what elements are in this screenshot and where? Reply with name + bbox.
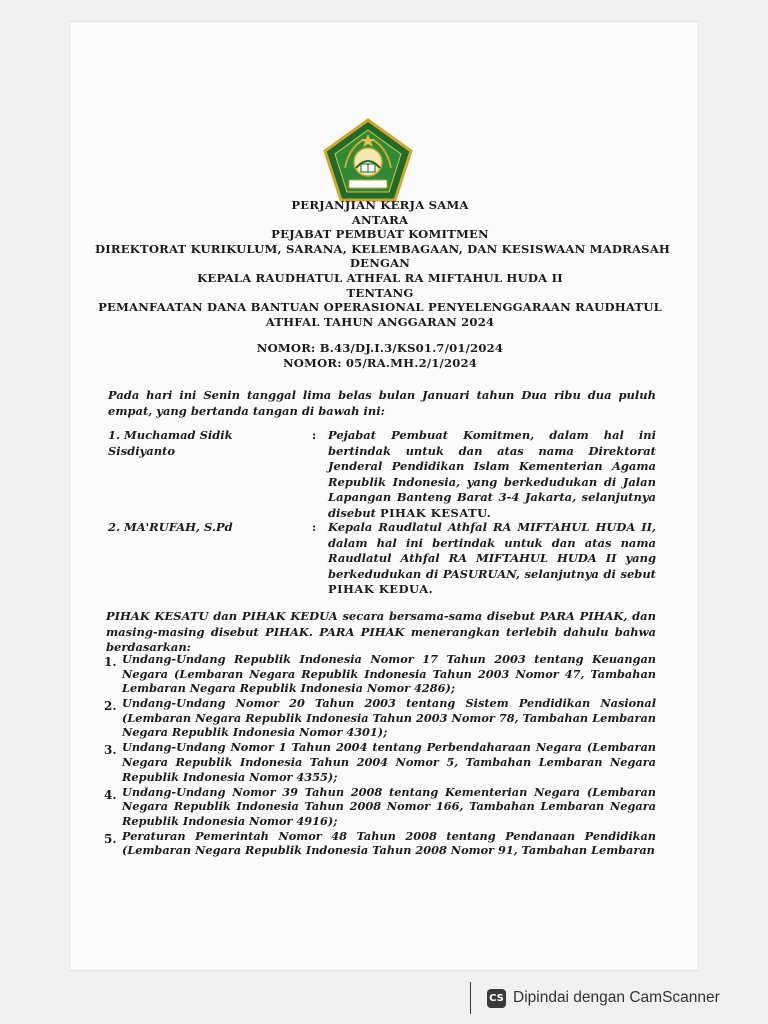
party-description-text: Pejabat Pembuat Komitmen, dalam hal ini bertindak untuk dan atas nama Direktorat Jenderal Pendidikan Islam Kementerian Agama Republik Indonesia, yang berkedudukan di Jalan Lapangan Banteng Barat 3-4 Jakarta, selanjutnya disebut: [328, 428, 656, 520]
title-line: DIREKTORAT KURIKULUM, SARANA, KELEMBAGAAN, DAN KESISWAAN MADRASAH: [95, 241, 671, 256]
list-text: Undang-Undang Nomor 20 Tahun 2003 tentang Sistem Pendidikan Nasional (Lembaran Negara Republik Indonesia Tahun 2003 Nomor 78, Tambahan Lembaran Negara Republik Indonesia Nomor 4301);: [122, 696, 656, 740]
list-number: 2.: [104, 699, 117, 714]
party-description: [328, 520, 656, 598]
party-name: 1. Muchamad Sidik Sisdiyanto: [108, 428, 233, 458]
list-number: 3.: [104, 743, 117, 758]
title-line: PEJABAT PEMBUAT KOMITMEN: [271, 227, 489, 242]
title-line: DENGAN: [349, 256, 411, 271]
document-title-block: [95, 198, 671, 371]
title-line: TENTANG: [346, 285, 414, 300]
ministry-emblem-icon: [323, 118, 413, 202]
party-description-text: Kepala Raudlatul Athfal RA MIFTAHUL HUDA II, dalam hal ini bertindak untuk dan atas nama Raudlatul Athfal RA MIFTAHUL HUDA II yang berkedudukan di PASURUAN, selanjutnya di sebut: [328, 520, 656, 581]
title-line: ATHFAL TAHUN ANGGARAN 2024: [265, 314, 495, 329]
title-line: PERJANJIAN KERJA SAMA: [291, 198, 469, 212]
party-role: PIHAK KEDUA.: [328, 582, 434, 596]
camscanner-label: Dipindai dengan CamScanner: [513, 989, 720, 1006]
title-line: ANTARA: [351, 212, 409, 227]
party-second: [108, 520, 656, 620]
list-text: Undang-Undang Nomor 1 Tahun 2004 tentang Perbendaharaan Negara (Lembaran Negara Republik Indonesia Tahun 2004 Nomor 5, Tambahan Lembaran Negara Republik Indonesia Nomor 4355);: [122, 740, 656, 784]
title-line: PEMANFAATAN DANA BANTUAN OPERASIONAL PENYELENGGARAAN RAUDHATUL: [98, 300, 662, 315]
list-number: 1.: [104, 655, 117, 669]
document-number-2: NOMOR: 05/RA.MH.2/1/2024: [282, 355, 478, 370]
list-text: Peraturan Pemerintah Nomor 48 Tahun 2008 tentang Pendanaan Pendidikan (Lembaran Negara Republik Indonesia Tahun 2008 Nomor 91, Tambahan Lembaran: [122, 828, 656, 858]
list-number: 5.: [104, 831, 117, 846]
party-description: [328, 428, 656, 521]
party-colon: :: [312, 520, 317, 534]
list-item: [104, 696, 656, 740]
list-number: 4.: [104, 787, 117, 802]
title-line: KEPALA RAUDHATUL ATHFAL RA MIFTAHUL HUDA II: [197, 270, 563, 285]
party-name: 2. MA'RUFAH, S.Pd: [108, 520, 233, 534]
list-item: [104, 652, 656, 696]
camscanner-logo-icon: CS: [487, 989, 506, 1008]
list-text: Undang-Undang Nomor 39 Tahun 2008 tentang Kementerian Negara (Lembaran Negara Republik Indonesia Tahun 2008 Nomor 166, Tambahan Lembaran Negara Republik Indonesia Nomor 4916);: [122, 784, 656, 828]
party-role: PIHAK KESATU.: [379, 505, 492, 520]
document-number-1: NOMOR: B.43/DJ.I.3/KS01.7/01/2024: [256, 341, 504, 356]
list-text: Undang-Undang Republik Indonesia Nomor 17 Tahun 2003 tentang Keuangan Negara (Lembaran Negara Republik Indonesia Tahun 2003 Nomor 47, Tambahan Lembaran Negara Republik Indonesia Nomor 4286);: [122, 652, 656, 696]
party-colon: :: [312, 428, 317, 442]
camscanner-watermark: [470, 982, 720, 1014]
list-item: [104, 829, 656, 858]
legal-basis-list: [104, 652, 656, 858]
party-first: [108, 428, 656, 528]
opening-paragraph: Pada hari ini Senin tanggal lima belas bulan Januari tahun Dua ribu dua puluh empat, yang bertanda tangan di bawah ini:: [108, 388, 656, 418]
list-item: [104, 740, 656, 784]
list-item: [104, 785, 656, 829]
document-page: [70, 22, 698, 970]
intro-paragraph: PIHAK KESATU dan PIHAK KEDUA secara bersama-sama disebut PARA PIHAK, dan masing-masing disebut PIHAK. PARA PIHAK menerangkan terlebih dahulu bahwa berdasarkan:: [106, 609, 656, 654]
